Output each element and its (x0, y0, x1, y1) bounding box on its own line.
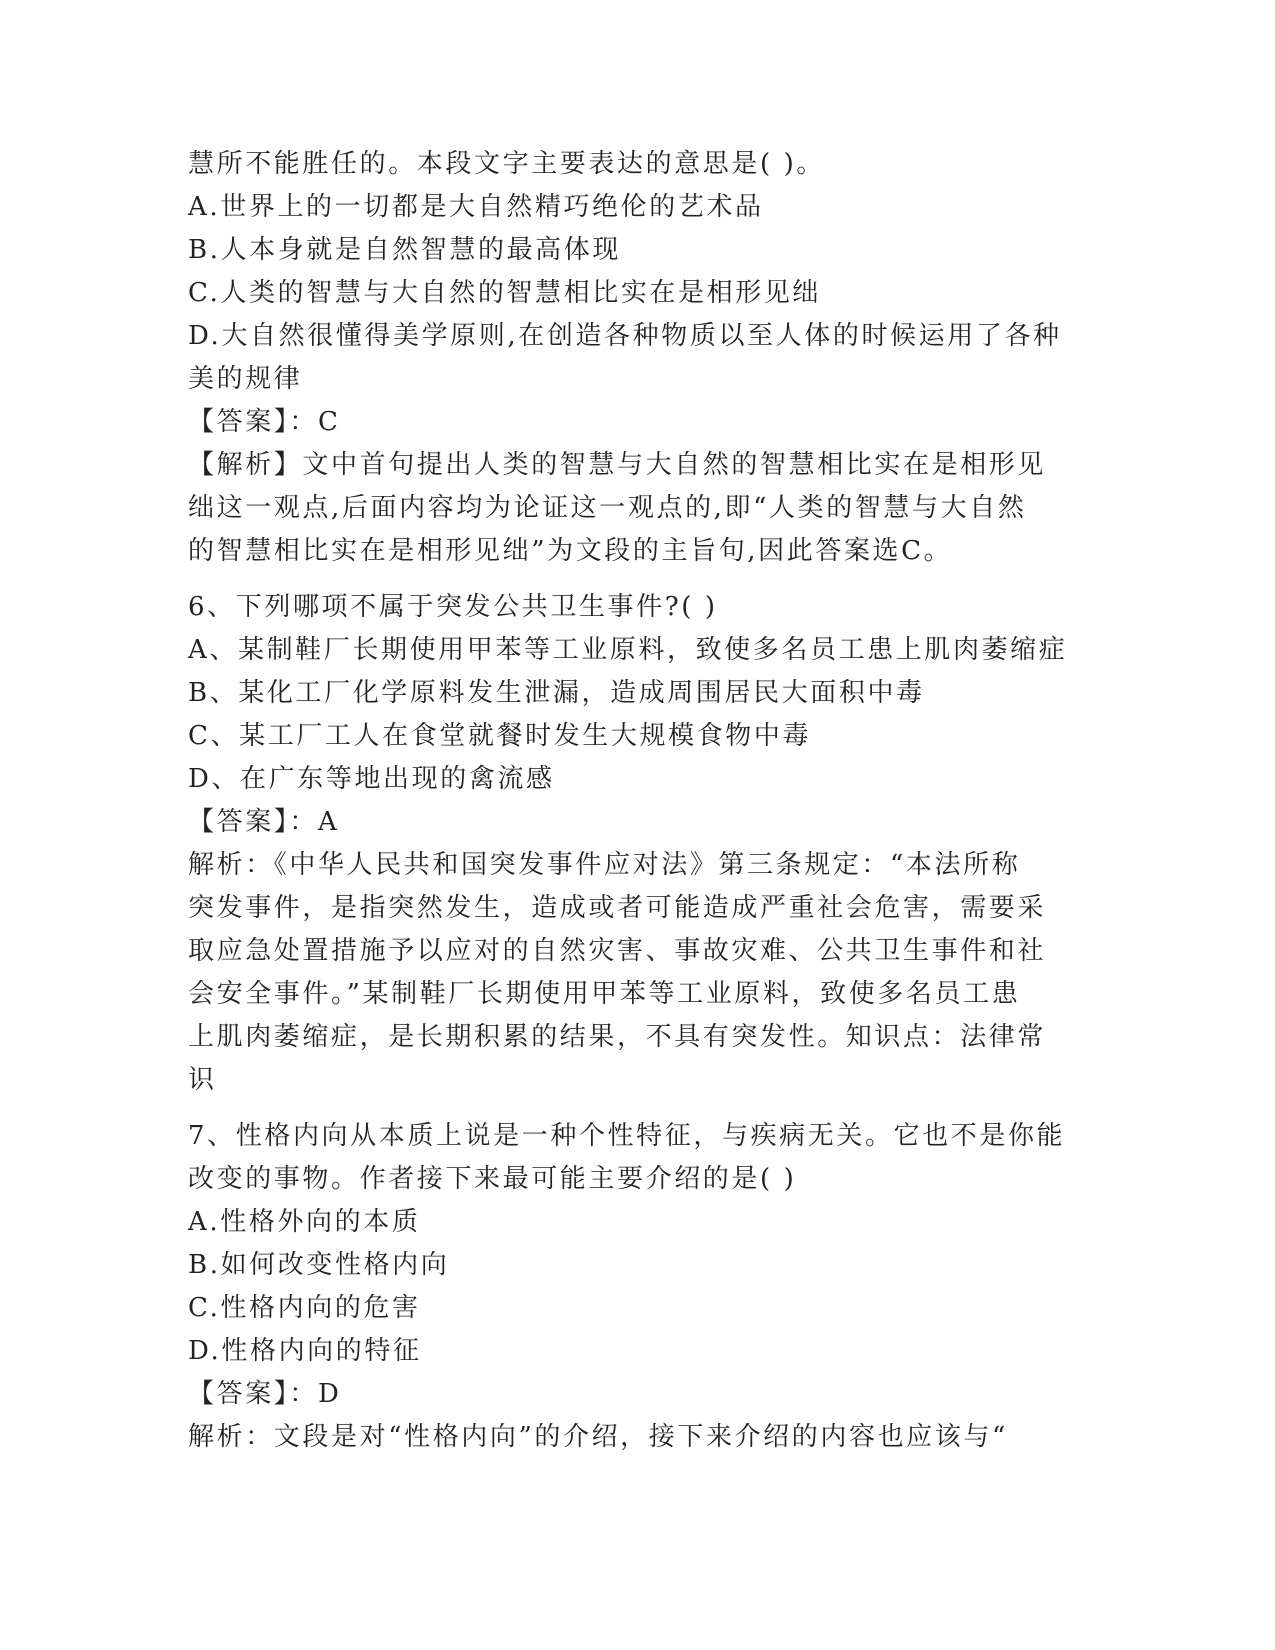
spacer (188, 1102, 1088, 1115)
question-5-option-d-cont: 美的规律 (188, 364, 303, 394)
question-7-stem: 7、性格内向从本质上说是一种个性特征，与疾病无关。它也不是你能 (188, 1121, 1066, 1151)
question-7-block (188, 1115, 1088, 1459)
question-6-answer: 【答案】：A (188, 807, 340, 837)
question-6-analysis-line: 上肌肉萎缩症，是长期积累的结果，不具有突发性。知识点：法律常 (188, 1022, 1047, 1052)
question-7-analysis-line: 解析：文段是对“性格内向”的介绍，接下来介绍的内容也应该与“ (188, 1422, 1008, 1452)
question-5-option-c: C.人类的智慧与大自然的智慧相比实在是相形见绌 (188, 278, 822, 308)
question-6-stem: 6、下列哪项不属于突发公共卫生事件?( ) (188, 592, 718, 622)
question-5-analysis-line: 绌这一观点,后面内容均为论证这一观点的,即“人类的智慧与大自然 (188, 493, 1027, 523)
question-6-option-c: C、某工厂工人在食堂就餐时发生大规模食物中毒 (188, 721, 812, 751)
question-5-analysis-line: 的智慧相比实在是相形见绌”为文段的主旨句,因此答案选C。 (188, 536, 953, 566)
question-7-answer: 【答案】：D (188, 1379, 342, 1409)
question-6-analysis-line: 识 (188, 1065, 217, 1095)
question-7-stem-cont: 改变的事物。作者接下来最可能主要介绍的是( ) (188, 1164, 797, 1194)
question-5-option-b: B.人本身就是自然智慧的最高体现 (188, 235, 621, 265)
question-6-option-b: B、某化工厂化学原料发生泄漏，造成周围居民大面积中毒 (188, 678, 925, 708)
question-5-answer: 【答案】：C (188, 407, 341, 437)
question-6-analysis-line: 取应急处置措施予以应对的自然灾害、事故灾难、公共卫生事件和社 (188, 936, 1047, 966)
question-5-block (188, 143, 1088, 573)
question-6-analysis-line: 解析：《中华人民共和国突发事件应对法》第三条规定：“本法所称 (188, 850, 1021, 880)
question-5-option-d: D.大自然很懂得美学原则,在创造各种物质以至人体的时候运用了各种 (188, 321, 1062, 351)
question-6-analysis-line: 突发事件，是指突然发生，造成或者可能造成严重社会危害，需要采 (188, 893, 1047, 923)
question-7-option-d: D.性格内向的特征 (188, 1336, 422, 1366)
question-7-option-a: A.性格外向的本质 (188, 1207, 421, 1237)
question-6-option-a: A、某制鞋厂长期使用甲苯等工业原料，致使多名员工患上肌肉萎缩症 (188, 635, 1068, 665)
question-5-option-a: A.世界上的一切都是大自然精巧绝伦的艺术品 (188, 192, 764, 222)
document-page (188, 143, 1088, 1459)
question-5-stem-tail: 慧所不能胜任的。本段文字主要表达的意思是( )。 (188, 149, 825, 179)
question-6-option-d: D、在广东等地出现的禽流感 (188, 764, 555, 794)
question-5-analysis-line: 【解析】文中首句提出人类的智慧与大自然的智慧相比实在是相形见 (188, 450, 1047, 480)
spacer (188, 573, 1088, 586)
question-6-block (188, 586, 1088, 1102)
question-7-option-b: B.如何改变性格内向 (188, 1250, 450, 1280)
question-7-option-c: C.性格内向的危害 (188, 1293, 421, 1323)
question-6-analysis-line: 会安全事件。”某制鞋厂长期使用甲苯等工业原料，致使多名员工患 (188, 979, 1021, 1009)
